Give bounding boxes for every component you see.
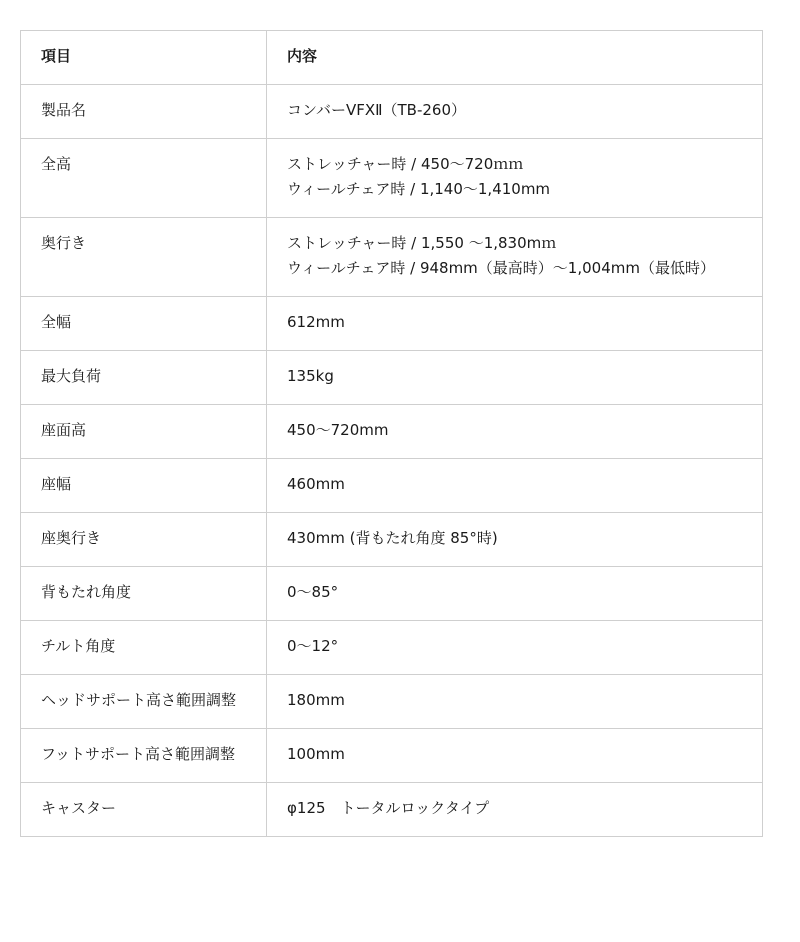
table-row [21, 621, 763, 675]
row-item-label: チルト角度 [21, 621, 267, 675]
spec-table-body [21, 85, 763, 837]
row-content: 100mm [267, 729, 763, 783]
table-row [21, 567, 763, 621]
row-content: 450〜720mm [267, 405, 763, 459]
header-content: 内容 [267, 31, 763, 85]
row-content: 135kg [267, 351, 763, 405]
row-item-label: 背もたれ角度 [21, 567, 267, 621]
table-row [21, 459, 763, 513]
row-content: ストレッチャー時 / 1,550 〜1,830mｍ ウィールチェア時 / 948mm（最高時）〜1,004mm（最低時） [267, 218, 763, 297]
table-row [21, 351, 763, 405]
row-item-label: ヘッドサポート高さ範囲調整 [21, 675, 267, 729]
row-item-label: 最大負荷 [21, 351, 267, 405]
row-content: 0〜12° [267, 621, 763, 675]
row-item-label: 座幅 [21, 459, 267, 513]
table-row [21, 675, 763, 729]
spec-table [20, 30, 763, 837]
spec-table-header [21, 31, 763, 85]
header-item: 項目 [21, 31, 267, 85]
table-row [21, 729, 763, 783]
table-row [21, 297, 763, 351]
table-row [21, 139, 763, 218]
row-item-label: 製品名 [21, 85, 267, 139]
header-row [21, 31, 763, 85]
row-content: 180mm [267, 675, 763, 729]
row-item-label: 奥行き [21, 218, 267, 297]
row-item-label: フットサポート高さ範囲調整 [21, 729, 267, 783]
row-content: コンバーVFXⅡ（TB-260） [267, 85, 763, 139]
table-row [21, 783, 763, 837]
table-row [21, 218, 763, 297]
table-row [21, 513, 763, 567]
table-row [21, 405, 763, 459]
table-row [21, 85, 763, 139]
row-content: 430mm (背もたれ角度 85°時) [267, 513, 763, 567]
row-item-label: 全幅 [21, 297, 267, 351]
row-item-label: 全高 [21, 139, 267, 218]
row-content: 460mm [267, 459, 763, 513]
row-content: φ125 トータルロックタイプ [267, 783, 763, 837]
row-item-label: 座面高 [21, 405, 267, 459]
row-item-label: 座奥行き [21, 513, 267, 567]
row-content: 0〜85° [267, 567, 763, 621]
row-item-label: キャスター [21, 783, 267, 837]
row-content: ストレッチャー時 / 450〜720ｍｍ ウィールチェア時 / 1,140〜1,410mm [267, 139, 763, 218]
row-content: 612mm [267, 297, 763, 351]
